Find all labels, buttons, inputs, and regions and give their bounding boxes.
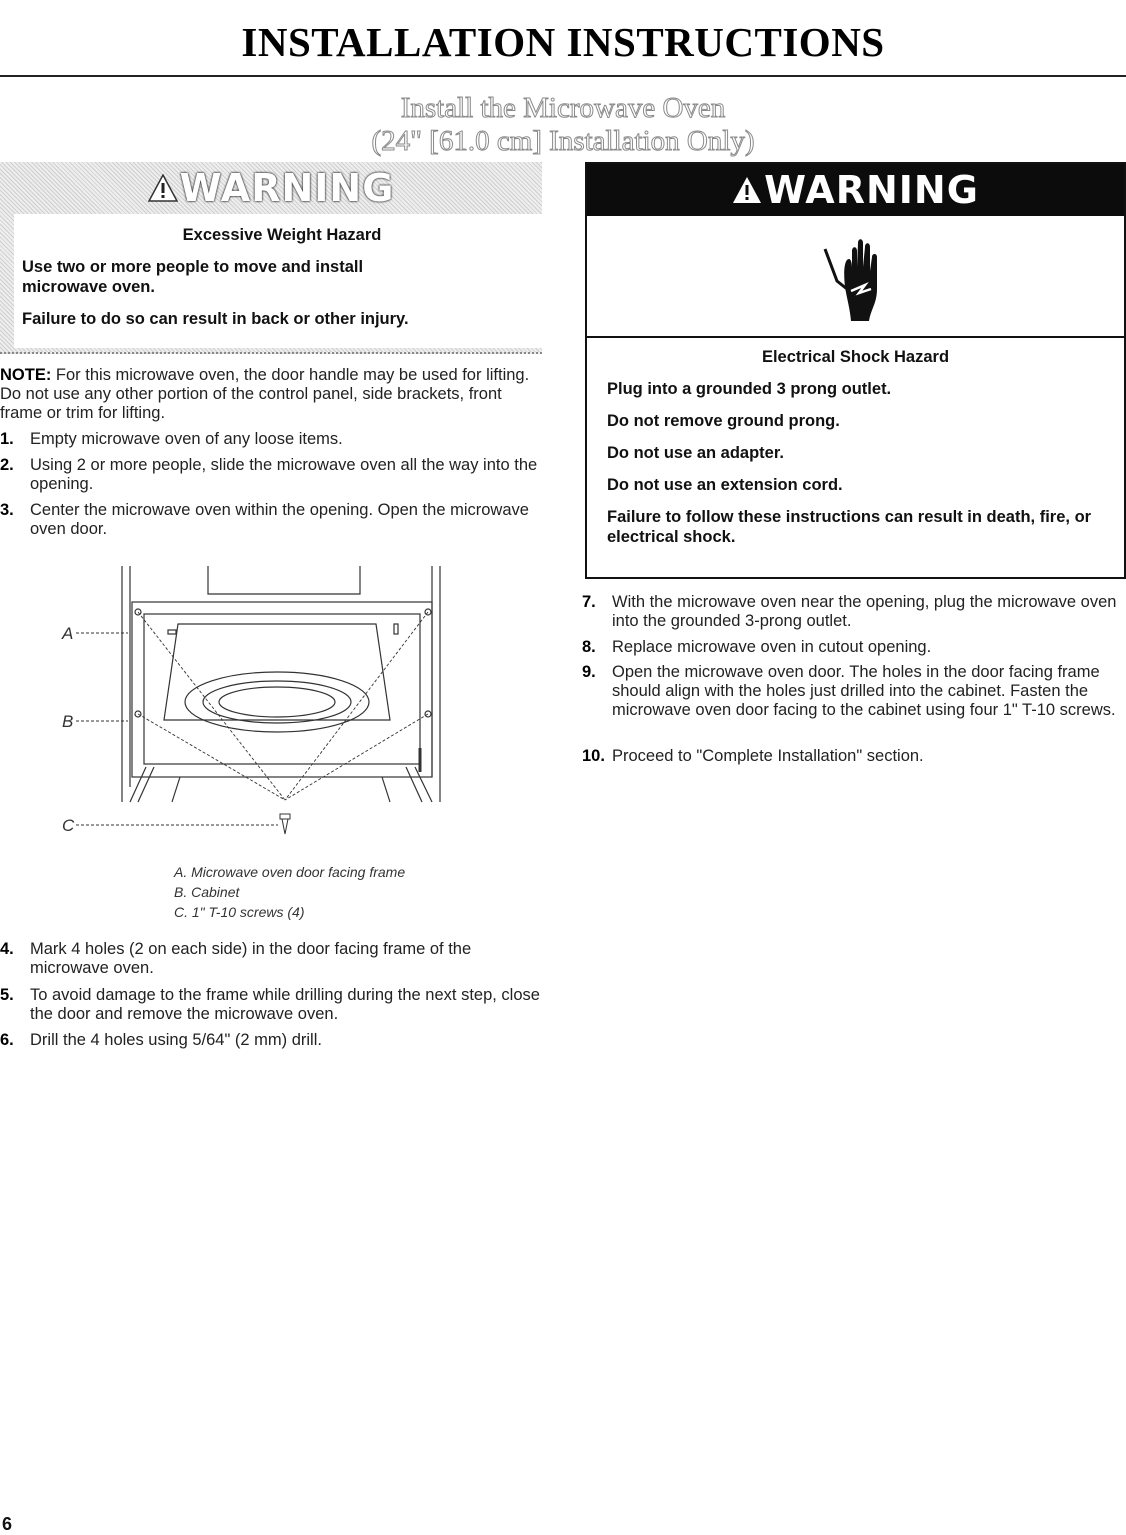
list-item: [0, 456, 542, 494]
warning-box-weight: [0, 162, 542, 354]
step-text: Open the microwave oven door. The holes in the door facing frame should align with the holes just drilled into the cabinet. Fasten the microwave oven door facing to the cabinet using four 1" T-10 screws.: [612, 663, 1116, 719]
list-item: [0, 940, 542, 978]
warning-instruction: Do not use an extension cord.: [607, 476, 843, 494]
warning-body: [8, 216, 556, 351]
warning-header: [0, 162, 542, 214]
warning-word: WARNING: [764, 168, 979, 212]
step-number: 8.: [582, 638, 596, 656]
warning-body: [587, 338, 1124, 569]
list-item: [0, 430, 542, 449]
step-number: 3.: [0, 501, 14, 519]
warning-consequence: Failure to do so can result in back or other injury.: [22, 310, 409, 328]
list-item: [0, 501, 542, 539]
step-text: Replace microwave oven in cutout opening.: [612, 638, 932, 656]
label-b: B: [62, 712, 74, 731]
note-text: For this microwave oven, the door handle may be used for lifting. Do not use any other portion of the control panel, side brackets, front frame or trim for lifting.: [0, 366, 530, 422]
page-number: 6: [2, 1514, 13, 1534]
note-label: NOTE:: [0, 366, 52, 384]
list-item: [0, 986, 542, 1024]
step-text: With the microwave oven near the opening, plug the microwave oven into the grounded 3-prong outlet.: [612, 593, 1117, 630]
step-number: 7.: [582, 593, 596, 611]
note-paragraph: [0, 366, 542, 423]
section-subtitle: [0, 92, 1126, 158]
step-number: 10.: [582, 747, 605, 765]
label-a: A: [62, 624, 74, 643]
microwave-installation-diagram: [60, 562, 460, 852]
step-text: Proceed to "Complete Installation" section.: [612, 747, 924, 765]
warning-triangle-icon: [148, 174, 178, 202]
step-number: 5.: [0, 986, 14, 1004]
diagram-caption: [174, 862, 405, 922]
warning-instruction: Use two or more people to move and install microwave oven.: [22, 258, 364, 296]
step-text: Center the microwave oven within the opening. Open the microwave oven door.: [30, 501, 529, 538]
list-item: [0, 1031, 542, 1050]
warning-word: WARNING: [179, 166, 395, 210]
step-number: 2.: [0, 456, 14, 474]
electrical-shock-hand-icon: [821, 229, 891, 324]
list-item: [582, 747, 1122, 766]
caption-line: A. Microwave oven door facing frame: [174, 864, 406, 880]
page-title: INSTALLATION INSTRUCTIONS: [241, 19, 885, 65]
step-number: 4.: [0, 940, 14, 958]
step-number: 9.: [582, 663, 596, 681]
warning-instruction: Plug into a grounded 3 prong outlet.: [607, 380, 892, 398]
caption-line: B. Cabinet: [174, 884, 240, 900]
list-item: [582, 663, 1122, 720]
screw-icon: [280, 814, 290, 834]
warning-instruction: Do not remove ground prong.: [607, 412, 840, 430]
step-text: Drill the 4 holes using 5/64" (2 mm) drill.: [30, 1031, 322, 1049]
hazard-title: Electrical Shock Hazard: [761, 348, 950, 366]
step-text: Mark 4 holes (2 on each side) in the door facing frame of the microwave oven.: [30, 940, 472, 977]
step-text: To avoid damage to the frame while drilling during the next step, close the door and remove the microwave oven.: [30, 986, 540, 1023]
list-item: [582, 638, 1122, 657]
step-number: 6.: [0, 1031, 14, 1049]
step-number: 1.: [0, 430, 14, 448]
warning-instruction: Do not use an adapter.: [607, 444, 784, 462]
step-text: Using 2 or more people, slide the microwave oven all the way into the opening.: [30, 456, 538, 493]
warning-header: [587, 164, 1124, 216]
warning-consequence: Failure to follow these instructions can result in death, fire, or electrical shock.: [607, 508, 1092, 546]
label-c: C: [62, 816, 75, 835]
warning-box-shock: [585, 162, 1126, 579]
subtitle-line-2: (24" [61.0 cm] Installation Only): [371, 125, 755, 157]
list-item: [582, 593, 1122, 631]
step-text: Empty microwave oven of any loose items.: [30, 430, 343, 448]
warning-triangle-icon: [732, 176, 762, 204]
hazard-title: Excessive Weight Hazard: [182, 226, 382, 244]
shock-symbol-area: [587, 216, 1124, 338]
subtitle-line-1: Install the Microwave Oven: [400, 92, 726, 124]
title-divider: [0, 75, 1126, 77]
caption-line: C. 1" T-10 screws (4): [174, 904, 305, 920]
